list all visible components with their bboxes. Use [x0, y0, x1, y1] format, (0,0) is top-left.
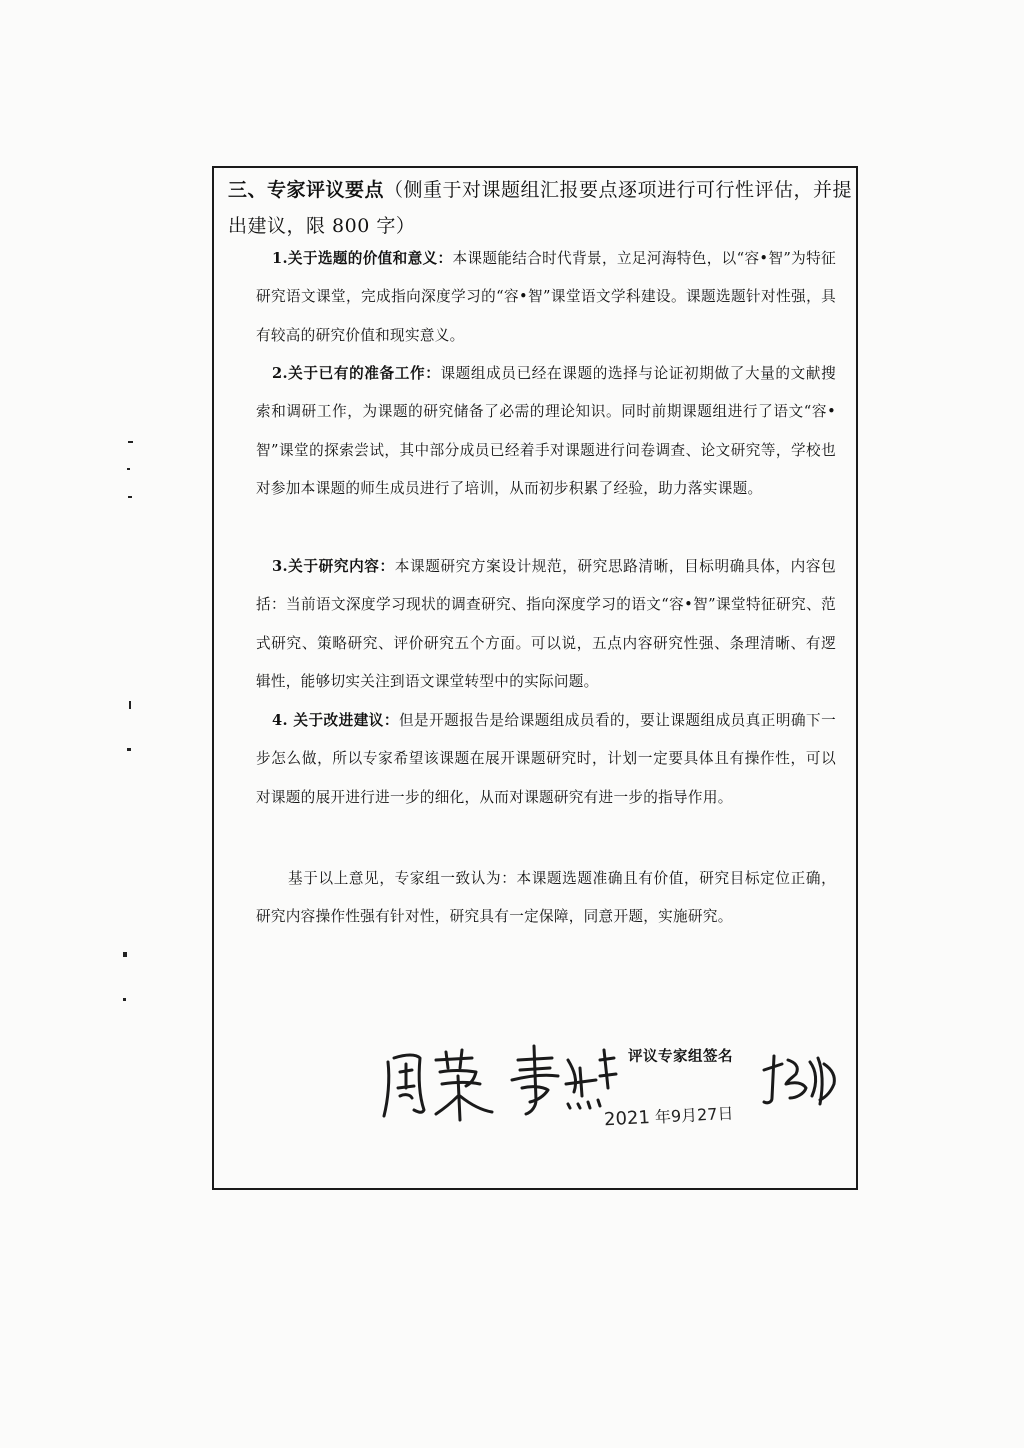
date-year: 2021 — [603, 1107, 651, 1131]
paragraph-research-content — [256, 548, 836, 702]
scan-speck — [128, 441, 133, 443]
paragraph-topic-value — [256, 240, 836, 355]
handwritten-signature-3 — [760, 1048, 840, 1110]
paragraph-text: 基于以上意见，专家组一致认为：本课题选题准确且有价值，研究目标定位正确，研究内容操作性强有针对性，研究具有一定保障，同意开题，实施研究。 — [256, 870, 836, 926]
paragraph-text: 课题组成员已经在课题的选择与论证初期做了大量的文献搜索和调研工作，为课题的研究储备了必需的理论知识。同时前期课题组进行了语文“容•智”课堂的探索尝试，其中部分成员已经着手对课题进行问卷调查、论文研究等，学校也对参加本课题的师生成员进行了培训，从而初步积累了经验，助力落实课题。 — [256, 365, 836, 498]
scan-speck — [127, 468, 130, 470]
paragraph-lead: 2.关于已有的准备工作： — [272, 365, 441, 382]
paragraph-text: 但是开题报告是给课题组成员看的，要让课题组成员真正明确下一步怎么做，所以专家希望该课题在展开课题研究时，计划一定要具体且有操作性，可以对课题的展开进行进一步的细化，从而对课题研究有进一步的指导作用。 — [256, 712, 837, 806]
scan-speck — [123, 998, 126, 1001]
date-month-day: 年9月27日 — [649, 1103, 734, 1127]
section-note: （侧重于对课题组汇报要点逐项进行可行性评估，并提出建议，限 800 字） — [228, 179, 853, 237]
scan-speck — [123, 952, 127, 957]
paragraph-text: 本课题研究方案设计规范，研究思路清晰，目标明确具体，内容包括：当前语文深度学习现状的调查研究、指向深度学习的语文“容•智”课堂特征研究、范式研究、策略研究、评价研究五个方面。可以说，五点内容研究性强、条理清晰、有逻辑性，能够切实关注到语文课堂转型中的实际问题。 — [256, 558, 837, 691]
section-heading — [228, 172, 856, 244]
paragraph-text: 本课题能结合时代背景，立足河海特色，以“容•智”为特征研究语文课堂，完成指向深度学习的“容•智”课堂语文学科建设。课题选题针对性强，具有较高的研究价值和现实意义。 — [256, 250, 836, 344]
handwritten-signature-1 — [380, 1040, 502, 1124]
scan-speck — [128, 496, 132, 498]
scan-speck — [127, 748, 131, 751]
paragraph-lead: 4. 关于改进建议： — [272, 712, 399, 729]
paragraph-preparation — [256, 355, 836, 509]
section-title: 三、专家评议要点 — [228, 179, 385, 201]
paragraph-conclusion — [256, 860, 836, 937]
paragraph-lead: 3.关于研究内容： — [272, 558, 395, 575]
handwritten-signature-2 — [508, 1040, 618, 1124]
paragraph-lead: 1.关于选题的价值和意义： — [272, 250, 453, 267]
signature-label: 评议专家组签名 — [628, 1048, 733, 1065]
paragraph-suggestions — [256, 702, 836, 817]
scan-speck — [129, 701, 131, 709]
